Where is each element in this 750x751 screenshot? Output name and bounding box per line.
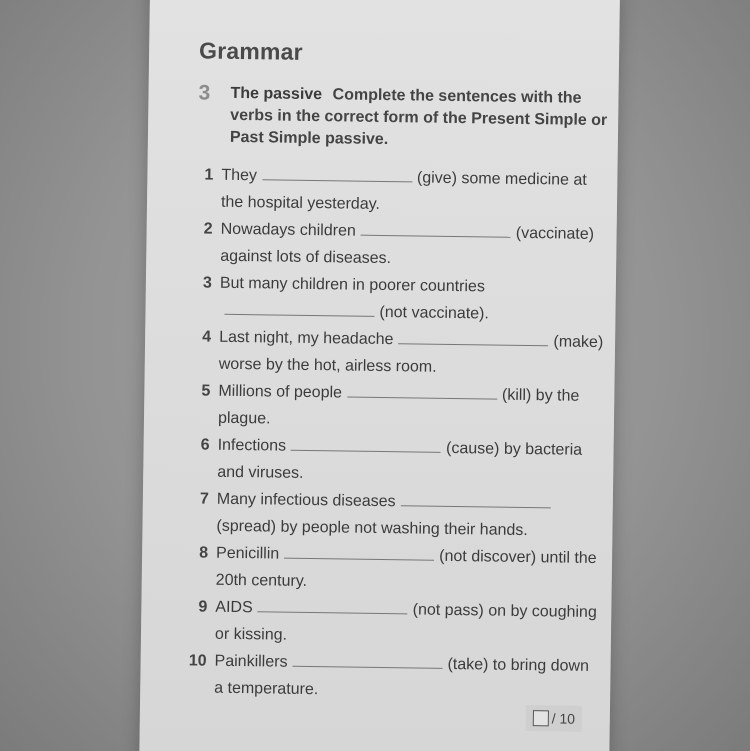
sentence-start: Infections: [217, 436, 287, 455]
sentence-start: Many infectious diseases: [216, 490, 396, 511]
item-sentence: [219, 325, 606, 383]
item-number: 9: [198, 598, 208, 616]
sentence-start: But many children in poorer countries: [219, 274, 486, 296]
instruction-text: Complete the sentences with the verbs in the correct form of the Present Simple or Past Simple passive.: [229, 86, 608, 149]
section-title: Grammar: [198, 37, 303, 65]
sentence-end: (not pass) on by coughing or kissing.: [214, 601, 597, 644]
answer-blank[interactable]: [262, 178, 412, 182]
sentence-start: Millions of people: [218, 382, 343, 402]
list-item: [194, 378, 605, 437]
item-sentence: [215, 595, 602, 653]
sentence-start: AIDS: [215, 598, 253, 617]
list-item: [191, 594, 602, 653]
sentence-end: (kill) by the plague.: [217, 386, 580, 427]
answer-blank[interactable]: [224, 312, 374, 316]
list-item: [196, 216, 607, 275]
item-number: 5: [201, 382, 211, 400]
exercise-instructions: [230, 83, 609, 154]
exercise-items: [190, 162, 607, 707]
item-number: 8: [199, 544, 209, 562]
list-item: [195, 324, 606, 383]
answer-blank[interactable]: [258, 610, 408, 614]
sentence-end: (not discover) until the 20th century.: [215, 547, 597, 590]
sentence-start: Painkillers: [214, 652, 288, 671]
exercise-number: 3: [198, 81, 211, 105]
sentence-end: (make) worse by the hot, airless room.: [218, 333, 604, 376]
item-number: 3: [202, 274, 213, 292]
exercise-title: The passive: [230, 84, 323, 104]
list-item: [193, 432, 604, 491]
item-number: 7: [199, 490, 209, 508]
score-box: [526, 705, 582, 732]
list-item: [192, 540, 603, 599]
sentence-end: (cause) by bacteria and viruses.: [217, 439, 583, 482]
textbook-page: [139, 0, 620, 751]
item-number: 10: [188, 652, 207, 670]
sentence-end: (spread) by people not washing their hands.: [216, 517, 528, 539]
sentence-start: Last night, my headache: [219, 328, 394, 349]
sentence-start: Penicillin: [216, 544, 280, 563]
item-number: 1: [204, 166, 214, 184]
sentence-end: (give) some medicine at the hospital yesterday.: [220, 169, 587, 213]
answer-blank[interactable]: [284, 557, 434, 561]
list-item: [195, 270, 606, 329]
sentence-end: (not vaccinate).: [379, 303, 490, 322]
sentence-start: Nowadays children: [220, 220, 356, 240]
answer-blank[interactable]: [291, 449, 441, 453]
sentence-end: (vaccinate) against lots of diseases.: [220, 224, 595, 267]
item-sentence: [217, 433, 604, 491]
sentence-start: They: [221, 166, 258, 185]
page-content: [190, 37, 609, 708]
item-number: 6: [200, 436, 210, 454]
item-sentence: [216, 541, 603, 599]
answer-blank[interactable]: [361, 234, 511, 238]
answer-blank[interactable]: [401, 504, 551, 508]
score-checkbox[interactable]: [533, 710, 549, 726]
item-sentence: [218, 379, 605, 437]
item-sentence: [214, 649, 601, 707]
list-item: [192, 486, 603, 545]
item-sentence: [221, 163, 608, 221]
answer-blank[interactable]: [398, 342, 548, 346]
item-number: 4: [202, 328, 212, 346]
sentence-end: (take) to bring down a temperature.: [214, 655, 590, 698]
answer-blank[interactable]: [347, 396, 497, 400]
answer-blank[interactable]: [292, 665, 442, 669]
list-item: [190, 648, 601, 707]
exercise-header: [198, 82, 609, 154]
list-item: [197, 162, 608, 221]
item-sentence: [219, 271, 606, 329]
item-sentence: [220, 217, 607, 275]
item-sentence: [216, 487, 603, 545]
score-total: / 10: [551, 710, 576, 727]
item-number: 2: [203, 220, 213, 238]
